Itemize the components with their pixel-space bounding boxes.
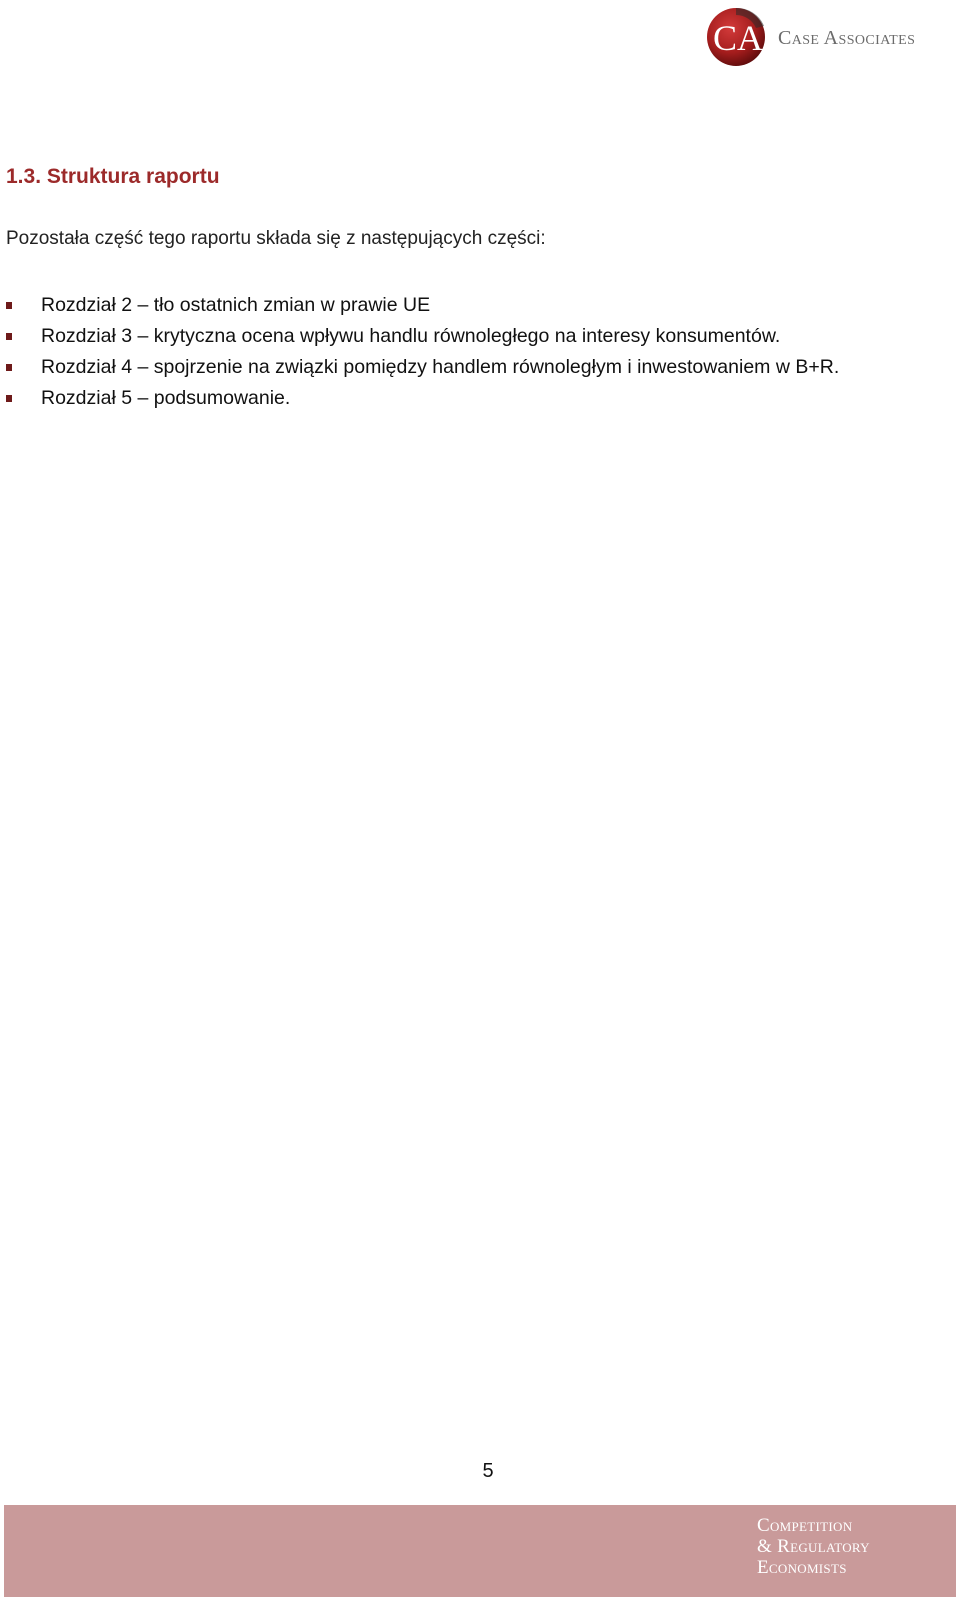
- list-item: [6, 290, 952, 321]
- page-number-text: 5: [482, 1460, 494, 1482]
- square-bullet-icon: [6, 333, 12, 340]
- square-bullet-icon: [6, 302, 12, 309]
- list-item-text: Rozdział 3 – krytyczna ocena wpływu handlu równoległego na interesy konsumentów.: [41, 325, 781, 347]
- section-heading: 1.3. Struktura raportu: [6, 165, 220, 188]
- list-item-text: Rozdział 5 – podsumowanie.: [41, 387, 291, 409]
- list-item: [6, 383, 952, 414]
- company-logo: [706, 4, 915, 70]
- footer-line: Economists: [757, 1557, 847, 1578]
- footer-line: Competition: [757, 1515, 853, 1536]
- logo-monogram: CA: [713, 18, 764, 58]
- list-item-text: Rozdział 2 – tło ostatnich zmian w prawie UE: [41, 294, 431, 316]
- page-number: [0, 1460, 960, 1483]
- list-item: [6, 321, 952, 352]
- footer-tagline: [757, 1515, 870, 1578]
- list-item-text: Rozdział 4 – spojrzenie na związki pomiędzy handlem równoległym i inwestowaniem w B+R.: [41, 356, 840, 378]
- intro-paragraph: Pozostała część tego raportu składa się z następujących części:: [6, 228, 546, 249]
- footer-line: & Regulatory: [757, 1536, 870, 1557]
- footer-band: [4, 1505, 956, 1597]
- square-bullet-icon: [6, 395, 12, 402]
- square-bullet-icon: [6, 364, 12, 371]
- list-item: [6, 352, 952, 383]
- chapter-list: [6, 290, 952, 414]
- logo-text: Case Associates: [778, 26, 916, 49]
- ca-logo-icon: [706, 4, 774, 70]
